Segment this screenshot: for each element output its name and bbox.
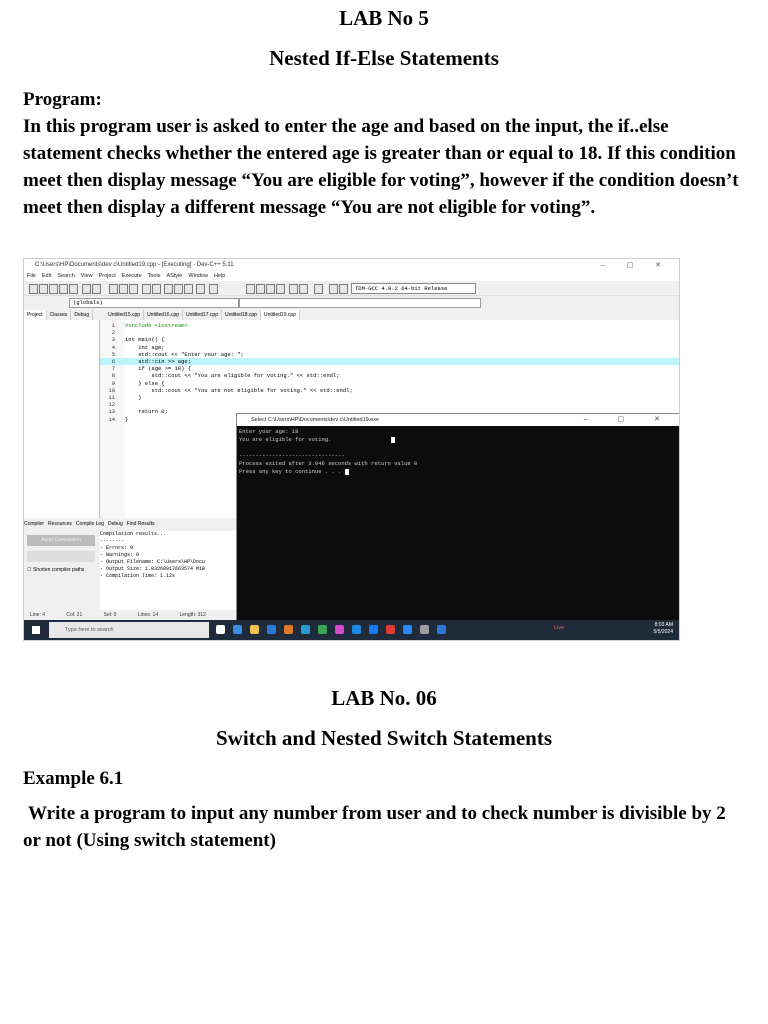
toolbar-button-icon[interactable] <box>174 284 183 294</box>
tab-untitled17-cpp[interactable]: Untitled17.cpp <box>183 310 222 320</box>
menu-item[interactable]: Help <box>213 273 226 279</box>
taskbar-clock[interactable] <box>654 622 673 636</box>
console-line: Press any key to continue . . . <box>239 468 417 476</box>
code-text: std::cout << "You are not eligible for voting." << std::endl; <box>125 386 353 394</box>
menu-item[interactable]: Window <box>188 273 208 279</box>
project-pane <box>24 320 100 518</box>
toolbar-button-icon[interactable] <box>39 284 48 294</box>
lab5-title: LAB No 5 <box>339 6 429 30</box>
status-line: Line: 4 <box>30 612 46 618</box>
status-lines: Lines: 14 <box>137 612 159 618</box>
taskbar-app-icon[interactable] <box>403 625 412 634</box>
toolbar-button-icon[interactable] <box>276 284 285 294</box>
devcpp-screenshot <box>23 258 680 641</box>
console-cursor <box>345 469 349 475</box>
example-label: Example 6.1 <box>23 768 124 789</box>
toolbar-button-icon[interactable] <box>29 284 38 294</box>
line-number: 13 <box>108 408 115 416</box>
line-number: 11 <box>108 394 115 401</box>
lab6-title: LAB No. 06 <box>331 686 437 710</box>
code-text: } <box>125 415 129 423</box>
lab5-subtitle: Nested If-Else Statements <box>269 46 499 70</box>
live-indicator[interactable]: Live <box>554 625 565 631</box>
code-line <box>100 329 679 336</box>
toolbar-button-icon[interactable] <box>129 284 138 294</box>
taskbar-app-icon[interactable] <box>284 625 293 634</box>
code-line <box>100 365 679 372</box>
taskbar-search-text: Type here to search <box>65 627 114 633</box>
compiler-select[interactable]: TDM-GCC 4.9.2 64-bit Release <box>351 283 476 294</box>
taskbar-app-icon[interactable] <box>437 625 446 634</box>
tab-classes[interactable]: Classes <box>47 310 72 320</box>
console-title: Select C:\Users\HP\Documents\dev c\Untitled19.exe <box>251 417 380 423</box>
tab-untitled16-cpp[interactable]: Untitled16.cpp <box>144 310 183 320</box>
toolbar-button-icon[interactable] <box>246 284 255 294</box>
tab-debug[interactable]: Debug <box>71 310 93 320</box>
log-line: Compilation results... <box>100 531 167 537</box>
code-line <box>100 394 679 401</box>
compile-log <box>100 531 236 615</box>
code-line <box>100 344 679 351</box>
log-line: - Output Size: 1.83260917663574 MiB <box>100 566 206 572</box>
code-line <box>100 358 679 365</box>
toolbar-button-icon[interactable] <box>266 284 275 294</box>
code-text: int age; <box>125 343 165 351</box>
lab6-subtitle: Switch and Nested Switch Statements <box>216 726 552 750</box>
bottom-tab-compiler[interactable]: Compiler <box>24 521 45 527</box>
code-text: } else { <box>125 379 165 387</box>
tab-untitled15-cpp[interactable]: Untitled15.cpp <box>105 310 144 320</box>
log-line: - Errors: 0 <box>100 545 134 551</box>
toolbar-button-icon[interactable] <box>92 284 101 294</box>
code-text: std::cout << "Enter your age: "; <box>125 350 244 358</box>
code-line <box>100 336 679 343</box>
bottom-tab-find-results[interactable]: Find Results <box>126 521 155 527</box>
toolbar-button-icon[interactable] <box>49 284 58 294</box>
toolbar-button-icon[interactable] <box>299 284 308 294</box>
taskbar-app-icon[interactable] <box>352 625 361 634</box>
abort-compilation-button[interactable]: Abort Compilation <box>27 535 95 546</box>
toolbar-button-icon[interactable] <box>289 284 298 294</box>
line-number: 6 <box>111 358 115 365</box>
tab-untitled19-cpp[interactable]: Untitled19.cpp <box>261 310 300 320</box>
code-text: if (age >= 18) { <box>125 365 192 373</box>
toolbar-button-icon[interactable] <box>109 284 118 294</box>
taskbar <box>24 620 679 640</box>
toolbar-button-icon[interactable] <box>196 284 205 294</box>
toolbar-button-icon[interactable] <box>209 284 218 294</box>
menu-item[interactable]: View <box>80 273 93 279</box>
bottom-panel <box>24 519 236 615</box>
code-text: int main() { <box>125 336 165 344</box>
code-line <box>100 387 679 394</box>
code-line <box>100 372 679 379</box>
console-line: Enter your age: 18 <box>239 428 299 435</box>
line-number: 3 <box>111 336 115 344</box>
console-line: -------------------------------- <box>239 452 345 459</box>
log-line: -------- <box>100 538 125 544</box>
clock-date: 5/5/2024 <box>653 629 673 635</box>
console-line <box>239 444 417 452</box>
console-titlebar <box>237 414 680 426</box>
main-toolbar <box>24 281 679 296</box>
taskbar-app-icon[interactable] <box>369 625 378 634</box>
console-line: Process exited after 3.046 seconds with return value 0 <box>239 460 418 467</box>
bottom-tab-debug[interactable]: Debug <box>108 521 123 527</box>
code-line <box>100 401 679 408</box>
line-number: 9 <box>111 379 115 387</box>
globals-select[interactable]: (globals) <box>69 298 239 308</box>
taskbar-app-icon[interactable] <box>386 625 395 634</box>
bottom-tab-compile-log[interactable]: Compile Log <box>75 521 104 527</box>
taskbar-app-icon[interactable] <box>301 625 310 634</box>
taskbar-app-icon[interactable] <box>250 625 259 634</box>
taskbar-app-icon[interactable] <box>267 625 276 634</box>
console-line: You are eligible for voting. <box>239 436 417 444</box>
menu-item[interactable]: Edit <box>41 273 52 279</box>
toolbar-button-icon[interactable] <box>119 284 128 294</box>
code-text: } <box>125 394 142 401</box>
windows-start-icon[interactable] <box>32 626 40 634</box>
function-select[interactable] <box>239 298 481 308</box>
console-controls[interactable]: – ▢ ✕ <box>583 416 674 423</box>
status-sel: Sel: 0 <box>103 612 117 618</box>
menu-bar <box>24 272 679 281</box>
line-number: 5 <box>111 350 115 358</box>
log-line: - Compilation Time: 1.12s <box>100 573 176 579</box>
menu-item[interactable]: File <box>27 273 36 279</box>
log-line: - Warnings: 0 <box>100 552 140 558</box>
toolbar-button-icon[interactable] <box>82 284 91 294</box>
status-length: Length: 312 <box>179 612 206 618</box>
compiler-controls <box>24 531 99 615</box>
bottom-tab-resources[interactable]: Resources <box>48 521 72 527</box>
console-cursor <box>391 437 395 443</box>
menu-item[interactable]: Execute <box>121 273 142 279</box>
progress-bar <box>27 551 95 562</box>
tab-project[interactable]: Project <box>24 310 47 320</box>
log-line: - Output Filename: C:\Users\HP\Docu <box>100 559 206 565</box>
menu-item[interactable]: Tools <box>147 273 161 279</box>
taskbar-app-icon[interactable] <box>318 625 327 634</box>
toolbar-button-icon[interactable] <box>69 284 78 294</box>
line-number: 12 <box>108 401 115 409</box>
taskbar-app-icon[interactable] <box>233 625 242 634</box>
taskbar-app-icon[interactable] <box>420 625 429 634</box>
toolbar-button-icon[interactable] <box>152 284 161 294</box>
file-tabs <box>24 310 679 320</box>
code-line <box>100 322 679 329</box>
tab-untitled18-cpp[interactable]: Untitled18.cpp <box>222 310 261 320</box>
code-line <box>100 380 679 387</box>
toolbar-button-icon[interactable] <box>184 284 193 294</box>
menu-item[interactable]: Project <box>98 273 116 279</box>
shorten-paths-label: Shorten compiler paths <box>32 567 85 573</box>
bottom-tabs <box>24 519 236 529</box>
toolbar-button-icon[interactable] <box>314 284 323 294</box>
secondary-toolbar <box>24 296 679 308</box>
console-window <box>236 413 680 641</box>
line-number: 14 <box>108 415 115 423</box>
clock-time: 8:03 AM <box>654 622 673 628</box>
code-text: return 0; <box>125 408 168 416</box>
toolbar-button-icon[interactable] <box>339 284 348 294</box>
status-col: Col: 21 <box>66 612 83 618</box>
window-title: C:\Users\HP\Documents\dev c\Untitled19.cpp - [Executing] - Dev-C++ 5.11 <box>35 262 234 268</box>
window-controls[interactable]: – ▢ ✕ <box>600 262 671 269</box>
line-number: 1 <box>111 322 115 329</box>
toolbar-button-icon[interactable] <box>142 284 151 294</box>
menu-item[interactable]: AStyle <box>166 273 183 279</box>
code-text: std::cout << "You are eligible for voting." << std::endl; <box>125 372 340 380</box>
toolbar-button-icon[interactable] <box>256 284 265 294</box>
shorten-paths-checkbox[interactable]: ☐ Shorten compiler paths <box>27 567 85 573</box>
program-label: Program: <box>23 89 102 110</box>
taskbar-search[interactable] <box>49 622 209 638</box>
menu-item[interactable]: Search <box>57 273 75 279</box>
code-line <box>100 351 679 358</box>
line-number: 4 <box>111 343 115 351</box>
code-text: #include <iostream> <box>125 322 188 329</box>
line-number: 7 <box>111 365 115 373</box>
program-description: In this program user is asked to enter the age and based on the input, the if..else statement checks whether the entered age is greater than or equal to 18. If this condition meet then display message “You are eligible for voting”, however if the condition doesn’t meet then display a different message “You are not eligible for voting”. <box>23 116 739 218</box>
toolbar-button-icon[interactable] <box>329 284 338 294</box>
console-output <box>239 428 417 476</box>
example-text: Write a program to input any number from user and to check number is divisible by 2 or not (Using switch statement) <box>23 803 726 851</box>
taskbar-app-icon[interactable] <box>335 625 344 634</box>
taskbar-app-icon[interactable] <box>216 625 225 634</box>
toolbar-button-icon[interactable] <box>164 284 173 294</box>
toolbar-button-icon[interactable] <box>59 284 68 294</box>
code-text: std::cin >> age; <box>125 358 192 365</box>
line-number: 2 <box>111 329 115 337</box>
window-titlebar <box>24 259 679 272</box>
line-number: 10 <box>108 386 115 394</box>
line-number: 8 <box>111 372 115 380</box>
